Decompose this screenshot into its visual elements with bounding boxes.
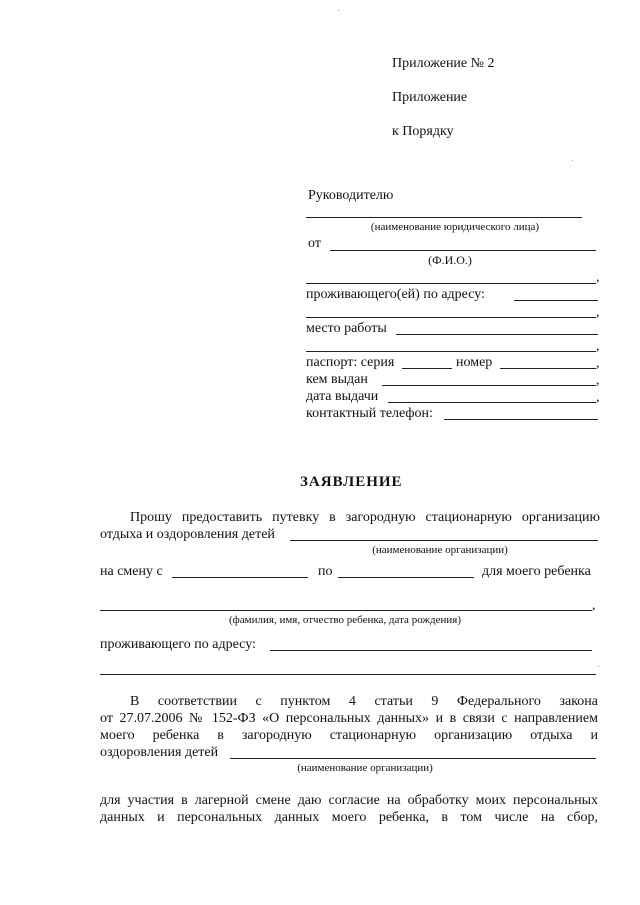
- passport-series-line[interactable]: [402, 368, 452, 369]
- consent-org-caption: (наименование организации): [297, 762, 433, 774]
- shift-start-line[interactable]: [172, 577, 308, 578]
- fio-line[interactable]: [330, 250, 596, 251]
- consent-line-1: В соответствии с пунктом 4 статьи 9 Федерального закона: [130, 694, 598, 709]
- passport-number-line[interactable]: [500, 368, 596, 369]
- child-info-caption: (фамилия, имя, отчество ребенка, дата рождения): [228, 614, 461, 626]
- consent-line-4: оздоровления детей: [100, 745, 219, 760]
- residing-address-line-2[interactable]: [306, 317, 596, 318]
- passport-number-label: номер: [456, 355, 493, 370]
- consent-line-6: данных и персональных данных моего ребенка, в том числе на сбор,: [100, 810, 598, 825]
- fio-line-2[interactable]: [306, 283, 596, 284]
- workplace-line-2[interactable]: [306, 351, 596, 352]
- consent-org-line[interactable]: [230, 758, 596, 759]
- fio-caption: (Ф.И.О.): [428, 253, 472, 267]
- workplace-line[interactable]: [396, 334, 598, 335]
- for-child-label: для моего ребенка: [482, 564, 591, 579]
- child-address-label: проживающего по адресу:: [100, 637, 256, 652]
- order-reference: к Порядку: [392, 124, 454, 139]
- residing-address-line[interactable]: [514, 300, 598, 301]
- child-info-line[interactable]: [100, 610, 592, 611]
- request-line-1: Прошу предоставить путевку в загородную стационарную организацию: [130, 510, 600, 525]
- phone-line[interactable]: [444, 419, 598, 420]
- issue-date-line[interactable]: [388, 402, 596, 403]
- shift-end-line[interactable]: [338, 577, 474, 578]
- consent-line-3: моего ребенка в загородную стационарную организацию отдыха и: [100, 728, 598, 743]
- residing-label: проживающего(ей) по адресу:: [306, 287, 485, 302]
- workplace-label: место работы: [306, 321, 387, 336]
- passport-series-label: паспорт: серия: [306, 355, 395, 370]
- issued-by-label: кем выдан: [306, 372, 368, 387]
- shift-to-label: по: [318, 564, 333, 579]
- issue-date-label: дата выдачи: [306, 389, 379, 404]
- child-address-line-2[interactable]: [100, 674, 596, 675]
- document-title: ЗАЯВЛЕНИЕ: [300, 474, 403, 490]
- from-label: от: [308, 236, 321, 251]
- scan-speck: [572, 160, 573, 161]
- org-name-caption: (наименование юридического лица): [370, 221, 540, 233]
- camp-org-line[interactable]: [290, 540, 598, 541]
- camp-org-caption: (наименование организации): [372, 544, 508, 556]
- appendix-label: Приложение: [392, 90, 468, 105]
- phone-label: контактный телефон:: [306, 406, 433, 421]
- scan-speck: [598, 666, 599, 667]
- child-address-line[interactable]: [270, 650, 592, 651]
- org-name-line[interactable]: [306, 217, 582, 218]
- consent-line-5: для участия в лагерной смене даю согласие на обработку моих персональных: [100, 793, 598, 808]
- consent-line-2: от 27.07.2006 № 152-ФЗ «О персональных данных» и в связи с направлением: [100, 711, 598, 726]
- request-line-2: отдыха и оздоровления детей: [100, 527, 275, 542]
- scan-speck: [338, 10, 339, 11]
- addressee-head: Руководителю: [308, 188, 394, 203]
- appendix-number: Приложение № 2: [392, 56, 495, 71]
- issued-by-line[interactable]: [382, 385, 596, 386]
- shift-from-label: на смену с: [100, 564, 163, 579]
